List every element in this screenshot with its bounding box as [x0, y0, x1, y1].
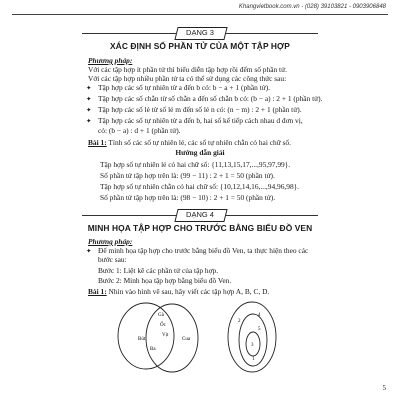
bullet-icon: ✦ — [86, 85, 92, 92]
exercise-line — [88, 287, 269, 296]
step-item: Bước 2: Minh họa tập hợp bằng biểu đồ Ven. — [98, 276, 232, 285]
banner-label: DẠNG 4 — [186, 209, 214, 219]
method-label: Phương pháp: — [88, 56, 133, 65]
bullet-icon: ✦ — [86, 118, 92, 125]
bullet-icon: ✦ — [86, 248, 92, 255]
banner-label: DẠNG 3 — [186, 27, 214, 37]
section-3-title: XÁC ĐỊNH SỐ PHẦN TỬ CỦA MỘT TẬP HỢP — [110, 41, 290, 51]
venn-label: Ốc — [160, 323, 166, 328]
venn-label: 3 — [251, 343, 254, 348]
exercise-line — [88, 138, 291, 147]
method-line-cont: bước sau: — [98, 255, 127, 264]
bullet-icon: ✦ — [86, 107, 92, 114]
page-number: 5 — [382, 384, 386, 392]
dang-4-banner — [0, 208, 400, 222]
formula-item: Tập hợp các số lẻ từ số lẻ m đến số lẻ n có: (n − m) : 2 + 1 (phần tử). — [98, 105, 302, 114]
step-item: Bước 1: Liệt kê các phần tử của tập hợp. — [98, 266, 219, 275]
venn-label: Gà — [158, 313, 164, 318]
exercise-text: Tính số các số tự nhiên lẻ, các số tự nhiên chẵn có hai chữ số. — [106, 138, 291, 147]
set-b-ellipse — [146, 304, 198, 372]
venn-label: Vịt — [162, 333, 169, 338]
header-text: Khangvietbook.com.vn - (028) 39103821 - 0903906848 — [238, 4, 386, 10]
exercise-label: Bài 1: — [88, 287, 107, 296]
venn-label: Bút — [138, 337, 146, 342]
solution-line: Tập hợp số tự nhiên chẵn có hai chữ số: {10,12,14,16,...,94,96,98}. — [100, 182, 300, 191]
formula-item-cont: có: (b − a) : d + 1 (phần tử). — [98, 126, 181, 135]
method-label: Phương pháp: — [88, 237, 133, 246]
dang-3-banner — [0, 26, 400, 40]
venn-label: 4 — [258, 313, 261, 318]
venn-label: Ba — [150, 347, 156, 352]
guide-title: Hướng dẫn giải — [175, 148, 225, 157]
venn-label: 2 — [238, 319, 241, 324]
method-line: Để minh họa tập hợp cho trước bằng biểu đồ Ven, ta thực hiện theo các — [98, 246, 309, 255]
venn-label: 5 — [258, 327, 261, 332]
bullet-icon: ✦ — [86, 96, 92, 103]
page-header — [0, 4, 400, 14]
solution-line: Số phần tử tập hợp trên là: (98 − 10) : 2 + 1 = 50 (phần tử). — [100, 193, 276, 202]
section-4-title: MINH HỌA TẬP HỢP CHO TRƯỚC BẰNG BIỂU ĐỒ VEN — [87, 223, 313, 233]
formula-item: Tập hợp các số tự nhiên từ a đến b, hai số kế tiếp cách nhau d đơn vị, — [98, 116, 303, 125]
header-rule — [12, 14, 388, 15]
formula-item: Tập hợp các số chẵn từ số chẵn a đến số chẵn b có: (b − a) : 2 + 1 (phần tử). — [98, 94, 323, 103]
venn-label: Cua — [182, 337, 191, 342]
solution-line: Số phần tử tập hợp trên là: (99 − 11) : 2 + 1 = 50 (phần tử). — [100, 171, 275, 180]
venn-figure-1 — [110, 298, 210, 378]
formula-item: Tập hợp các số tự nhiên từ a đến b có: b − a + 1 (phần tử). — [98, 83, 271, 92]
method-line: Với các tập hợp ít phần tử thì biểu diễn tập hợp rồi đếm số phần tử. — [88, 65, 287, 74]
venn-label: 1 — [252, 357, 255, 362]
solution-line: Tập hợp số tự nhiên lẻ có hai chữ số: {11,13,15,17,...,95,97,99}. — [100, 160, 291, 169]
method-line: Với các tập hợp nhiều phần tử ta có thể sử dụng các công thức sau: — [88, 74, 287, 83]
exercise-label: Bài 1: — [88, 138, 107, 147]
venn-figure-2 — [222, 298, 282, 376]
exercise-text: Nhìn vào hình vẽ sau, hãy viết các tập hợp A, B, C, D. — [106, 287, 270, 296]
